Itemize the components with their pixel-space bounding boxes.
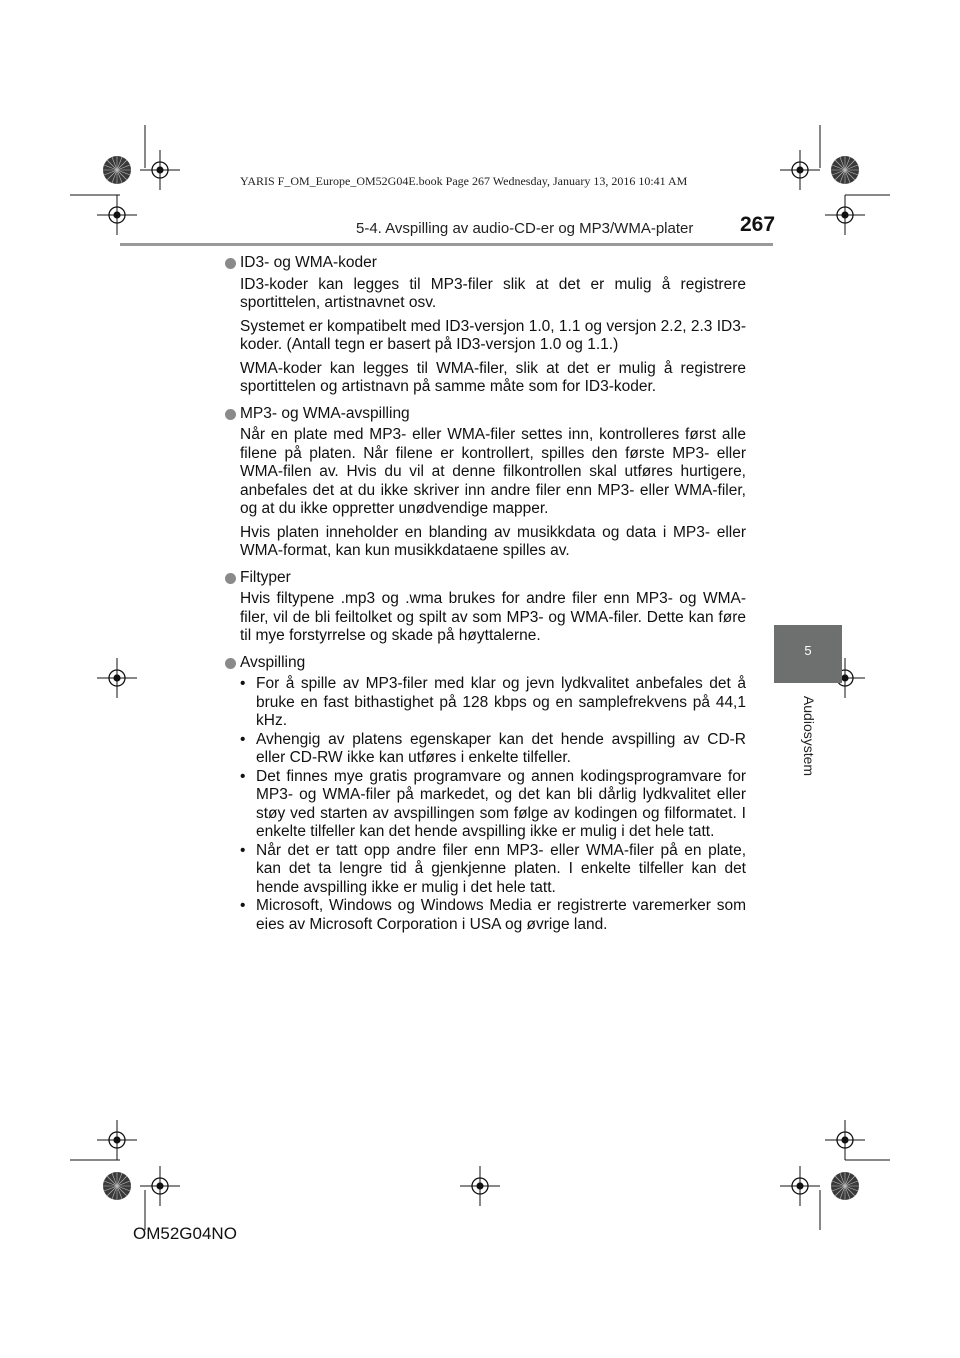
book-file-info: YARIS F_OM_Europe_OM52G04E.book Page 267 Wednesday, January 13, 2016 10:41 AM bbox=[240, 174, 688, 188]
paragraph: ID3-koder kan legges til MP3-filer slik at det er mulig å registrere sportittelen, artistnavnet osv. bbox=[240, 275, 746, 311]
chapter-label: Audiosystem bbox=[801, 695, 817, 777]
section-heading bbox=[224, 405, 746, 424]
bullet-dot-icon bbox=[225, 258, 236, 269]
paragraph: Hvis platen inneholder en blanding av musikkdata og data i MP3- eller WMA-format, kan kun musikkdataene spilles av. bbox=[240, 523, 746, 559]
paragraph: Systemet er kompatibelt med ID3-versjon 1.0, 1.1 og versjon 2.2, 2.3 ID3-koder. (Antall tegn er basert på ID3-versjon 1.0 og 1.1.) bbox=[240, 317, 746, 353]
section-heading bbox=[224, 254, 746, 273]
list-item-text: For å spille av MP3-filer med klar og jevn lydkvalitet anbefales det å bruke en fast bithastighet på 128 kbps og en samplefrekvens på 44,1 kHz. bbox=[256, 675, 746, 729]
section-mp3-wma-playback bbox=[224, 405, 746, 561]
chapter-tab bbox=[774, 625, 842, 683]
section-playback bbox=[224, 654, 746, 935]
document-code: OM52G04NO bbox=[133, 1224, 237, 1243]
list-item-text: Microsoft, Windows og Windows Media er registrerte varemerker som eies av Microsoft Corporation i USA og øvrige land. bbox=[256, 897, 746, 933]
list-item: • Det finnes mye gratis programvare og annen kodingsprogramvare for MP3- og WMA-filer på markedet, og det kan bli dårlig lydkvalitet eller støy ved starten av avspillingen som følge av kodingen og filformatet. I enkelte tilfeller kan det hende avspilling ikke er mulig i det hele tatt. bbox=[240, 767, 746, 840]
list-item-text: Avhengig av platens egenskaper kan det hende avspilling av CD-R eller CD-RW ikke kan utføres i enkelte tilfeller. bbox=[256, 730, 746, 766]
section-heading-text: Filtyper bbox=[240, 568, 291, 586]
section-heading bbox=[224, 654, 746, 673]
header-rule bbox=[120, 243, 773, 246]
bullet-dot-icon bbox=[225, 573, 236, 584]
page-content bbox=[224, 254, 746, 942]
paragraph: Når en plate med MP3- eller WMA-filer settes inn, kontrolleres først alle filene på platen. Når filene er kontrollert, spilles den første MP3- eller WMA-filen av. Hvis du vil at denne filkontrollen skal utføres hurtigere, anbefales det at du ikke skriver inn andre filer enn MP3- eller WMA-filer, og at du ikke oppretter unødvendige mapper. bbox=[240, 426, 746, 517]
list-item-text: Når det er tatt opp andre filer enn MP3- eller WMA-filer på en plate, kan det ta lengre tid å gjenkjenne platen. I enkelte tilfeller kan det hende avspilling ikke er mulig i det hele tatt. bbox=[256, 841, 746, 896]
section-heading-text: MP3- og WMA-avspilling bbox=[240, 404, 410, 422]
section-heading bbox=[224, 569, 746, 588]
bullet-dot-icon bbox=[225, 409, 236, 420]
list-item: • For å spille av MP3-filer med klar og jevn lydkvalitet anbefales det å bruke en fast bithastighet på 128 kbps og en samplefrekvens på 44,1 kHz. bbox=[240, 675, 746, 729]
list-item: • Microsoft, Windows og Windows Media er registrerte varemerker som eies av Microsoft Corporation i USA og øvrige land. bbox=[240, 897, 746, 933]
section-heading-text: ID3- og WMA-koder bbox=[240, 254, 377, 271]
bullet-list bbox=[240, 675, 746, 934]
paragraph: Hvis filtypene .mp3 og .wma brukes for andre filer enn MP3- og WMA-filer, vil de bli feiltolket og spilt av som MP3- og WMA-filer. Dette kan føre til mye forstyrrelse og skade på høyttalerne. bbox=[240, 590, 746, 644]
bullet-dot-icon bbox=[225, 658, 236, 669]
section-file-types bbox=[224, 569, 746, 646]
section-id3-wma-tags bbox=[224, 254, 746, 397]
paragraph: WMA-koder kan legges til WMA-filer, slik at det er mulig å registrere sportittelen og artistnavn på samme måte som for ID3-koder. bbox=[240, 359, 746, 395]
section-heading-text: Avspilling bbox=[240, 653, 306, 671]
list-item: • Avhengig av platens egenskaper kan det hende avspilling av CD-R eller CD-RW ikke kan utføres i enkelte tilfeller. bbox=[240, 730, 746, 766]
chapter-number: 5 bbox=[804, 643, 812, 658]
list-item: • Når det er tatt opp andre filer enn MP3- eller WMA-filer på en plate, kan det ta lengre tid å gjenkjenne platen. I enkelte tilfeller kan det hende avspilling ikke er mulig i det hele tatt. bbox=[240, 841, 746, 896]
page-number: 267 bbox=[740, 213, 776, 236]
section-header-title: 5-4. Avspilling av audio-CD-er og MP3/WMA-plater bbox=[356, 220, 694, 237]
list-item-text: Det finnes mye gratis programvare og annen kodingsprogramvare for MP3- og WMA-filer på markedet, og det kan bli dårlig lydkvalitet eller støy ved starten av avspillingen som følge av kodingen og filformatet. I enkelte tilfeller kan det hende avspilling ikke er mulig i det hele tatt. bbox=[256, 767, 746, 840]
